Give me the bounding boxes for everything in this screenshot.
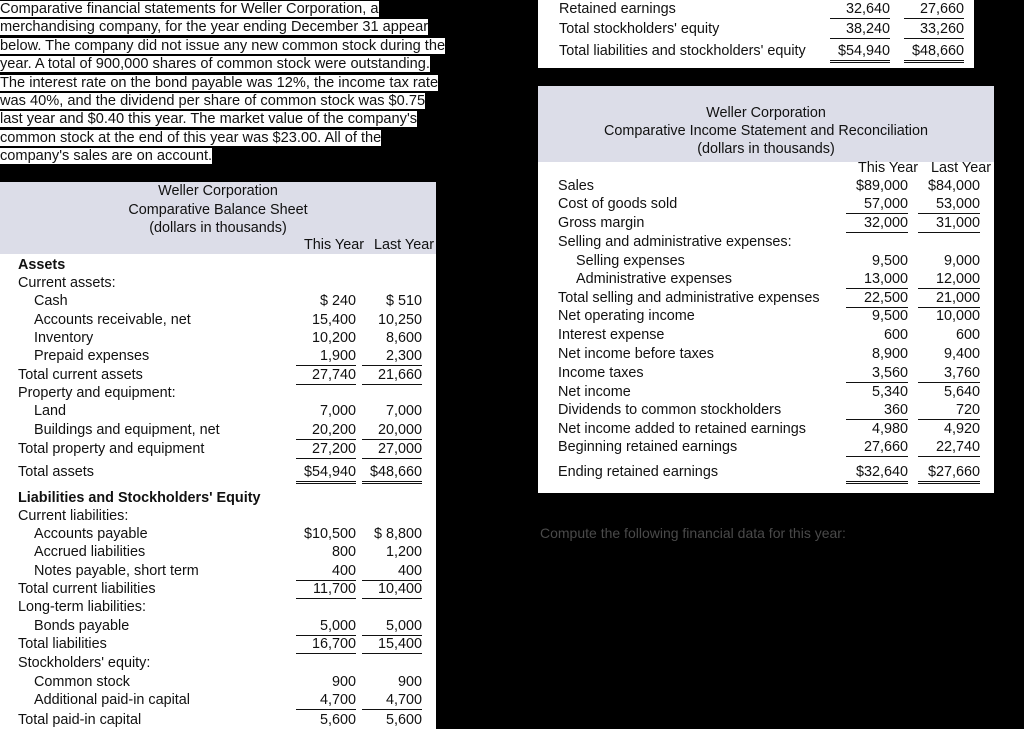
balance-row-label: Additional paid-in capital — [34, 692, 190, 708]
income-statement — [538, 86, 994, 493]
balance-row-last: 8,600 — [385, 330, 422, 346]
income-row-label: Net income before taxes — [558, 346, 714, 362]
income-row-this: 5,340 — [871, 384, 908, 400]
balance-row-this: $ 240 — [319, 293, 356, 309]
balance-row-this — [296, 384, 356, 402]
income-row-label: Net operating income — [558, 308, 695, 324]
intro-line: Comparative financial statements for Weller Corporation, a — [0, 1, 379, 17]
balance-col-this: This Year — [304, 237, 364, 253]
balance-top-this: 38,240 — [830, 20, 890, 39]
income-row-this: 22,500 — [846, 289, 908, 308]
income-row-this: 8,900 — [871, 346, 908, 362]
balance-row-this: 27,200 — [296, 440, 356, 459]
balance-row-this: 900 — [331, 674, 356, 690]
balance-row-this: $54,940 — [296, 463, 356, 484]
income-row-label: Selling expenses — [576, 253, 685, 269]
income-row-this: 3,560 — [846, 364, 908, 383]
balance-row-label: Accounts payable — [34, 526, 148, 542]
intro-line: merchandising company, for the year ending December 31 appear — [0, 19, 429, 36]
balance-row-this: 20,200 — [296, 421, 356, 440]
balance-row-this: 10,200 — [311, 330, 356, 346]
balance-row-last: 15,400 — [362, 635, 422, 654]
balance-row-this — [296, 256, 356, 274]
income-row-label: Beginning retained earnings — [558, 439, 738, 455]
balance-row-this: 800 — [331, 544, 356, 560]
balance-row-this — [296, 598, 356, 616]
income-row-label: Ending retained earnings — [558, 464, 719, 480]
income-row-last: 21,000 — [918, 289, 980, 308]
income-row-this: 32,000 — [846, 214, 908, 233]
balance-row-label: Total assets — [18, 464, 94, 480]
balance-row-last: $48,660 — [362, 463, 422, 484]
balance-row-label: Total liabilities — [18, 636, 107, 652]
balance-row-this — [296, 489, 356, 507]
balance-row-this: 5,000 — [296, 617, 356, 636]
balance-row-label: Accounts receivable, net — [34, 312, 191, 328]
balance-row-label: Notes payable, short term — [34, 563, 199, 579]
balance-row-last: 2,300 — [362, 347, 422, 366]
balance-row-last: 20,000 — [362, 421, 422, 440]
balance-top-this: $54,940 — [830, 42, 890, 63]
balance-row-label: Liabilities and Stockholders' Equity — [18, 490, 261, 506]
income-row-last: $84,000 — [927, 178, 980, 194]
balance-row-label: Total current assets — [18, 367, 143, 383]
income-col-last: Last Year — [930, 160, 991, 176]
balance-row-label: Current liabilities: — [18, 508, 129, 524]
intro-line: below. The company did not issue any new common stock during the — [0, 37, 446, 54]
balance-row-last — [362, 489, 422, 507]
income-row-last: 5,640 — [943, 384, 980, 400]
intro-line: common stock at the end of this year was $23.00. All of the — [0, 129, 382, 146]
balance-row-label: Total current liabilities — [18, 581, 156, 597]
income-row-last: 10,000 — [935, 308, 980, 324]
income-row-label: Gross margin — [558, 215, 645, 231]
balance-row-last — [362, 274, 422, 292]
balance-row-this — [296, 654, 356, 672]
income-row-this: $89,000 — [855, 178, 908, 194]
balance-row-this: 27,740 — [296, 366, 356, 385]
income-row-this: 9,500 — [871, 253, 908, 269]
income-row-label: Net income added to retained earnings — [558, 421, 806, 437]
income-row-this: 360 — [846, 401, 908, 420]
income-row-this: 13,000 — [846, 270, 908, 289]
income-row-last: 9,400 — [943, 346, 980, 362]
intro-line: The interest rate on the bond payable was 12%, the income tax rate — [0, 74, 439, 91]
income-row-this — [846, 233, 908, 251]
income-row-last: $27,660 — [918, 463, 980, 484]
income-row-label: Cost of goods sold — [558, 196, 678, 212]
balance-row-last — [362, 654, 422, 672]
balance-row-last: 27,000 — [362, 440, 422, 459]
balance-row-last: $ 8,800 — [373, 526, 422, 542]
balance-row-last: 7,000 — [385, 403, 422, 419]
balance-top-label: Total liabilities and stockholders' equity — [559, 43, 806, 59]
balance-row-last — [362, 598, 422, 616]
balance-row-label: Bonds payable — [34, 618, 130, 634]
balance-row-this: 400 — [296, 562, 356, 581]
balance-top-label: Total stockholders' equity — [559, 21, 720, 37]
balance-row-label: Property and equipment: — [18, 385, 176, 401]
balance-row-label: Land — [34, 403, 67, 419]
balance-row-last — [362, 507, 422, 525]
income-row-last: 720 — [918, 401, 980, 420]
balance-row-label: Total paid-in capital — [18, 712, 142, 728]
balance-row-label: Common stock — [34, 674, 130, 690]
income-row-label: Net income — [558, 384, 631, 400]
balance-row-label: Accrued liabilities — [34, 544, 146, 560]
income-row-label: Interest expense — [558, 327, 665, 343]
balance-row-this — [296, 507, 356, 525]
balance-top-this: 32,640 — [830, 0, 890, 19]
income-row-last: 600 — [955, 327, 980, 343]
balance-row-this: 4,700 — [296, 691, 356, 710]
balance-row-last — [362, 256, 422, 274]
balance-row-label: Total property and equipment — [18, 441, 205, 457]
balance-row-this: 16,700 — [296, 635, 356, 654]
balance-row-this — [296, 274, 356, 292]
balance-sheet-title: Weller Corporation — [158, 183, 278, 199]
income-row-last: 31,000 — [918, 214, 980, 233]
intro-line: company's sales are on account. — [0, 148, 213, 165]
balance-row-label: Cash — [34, 293, 68, 309]
balance-row-this: 7,000 — [319, 403, 356, 419]
balance-row-last: $ 510 — [385, 293, 422, 309]
balance-row-last: 10,250 — [377, 312, 422, 328]
balance-row-last — [362, 384, 422, 402]
income-row-label: Total selling and administrative expenses — [558, 290, 820, 306]
balance-row-last: 1,200 — [385, 544, 422, 560]
income-row-this: 600 — [883, 327, 908, 343]
income-statement-subtitle: Comparative Income Statement and Reconciliation — [604, 123, 928, 139]
balance-row-label: Long-term liabilities: — [18, 599, 146, 615]
income-row-label: Sales — [558, 178, 594, 194]
income-row-last: 53,000 — [918, 195, 980, 214]
intro-line: was 40%, and the dividend per share of common stock was $0.75 — [0, 93, 426, 110]
balance-row-label: Prepaid expenses — [34, 348, 150, 364]
balance-row-label: Stockholders' equity: — [18, 655, 151, 671]
income-row-this: $32,640 — [846, 463, 908, 484]
income-row-this: 9,500 — [871, 308, 908, 324]
question-prompt: Compute the following financial data for this year: — [540, 525, 846, 541]
income-row-this: 4,980 — [871, 421, 908, 437]
balance-row-this: 1,900 — [296, 347, 356, 366]
balance-row-label: Buildings and equipment, net — [34, 422, 220, 438]
income-row-label: Dividends to common stockholders — [558, 402, 782, 418]
balance-row-label: Inventory — [34, 330, 94, 346]
income-row-last — [918, 233, 980, 251]
income-statement-title: Weller Corporation — [706, 105, 826, 121]
balance-row-last: 400 — [362, 562, 422, 581]
balance-row-last: 5,000 — [362, 617, 422, 636]
balance-row-last: 4,700 — [362, 691, 422, 710]
balance-row-this: 15,400 — [311, 312, 356, 328]
balance-top-label: Retained earnings — [559, 1, 676, 17]
income-row-last: 12,000 — [918, 270, 980, 289]
balance-row-last: 10,400 — [362, 580, 422, 599]
balance-row-this: $10,500 — [303, 526, 356, 542]
income-row-this: 27,660 — [846, 438, 908, 457]
intro-line: last year and $0.40 this year. The market value of the company's — [0, 111, 418, 128]
income-statement-units: (dollars in thousands) — [697, 141, 835, 157]
income-col-this: This Year — [858, 160, 918, 176]
income-row-label: Income taxes — [558, 365, 644, 381]
balance-row-last: 5,600 — [385, 712, 422, 728]
income-row-last: 9,000 — [943, 253, 980, 269]
income-row-label: Selling and administrative expenses: — [558, 234, 792, 250]
balance-row-last: 900 — [397, 674, 422, 690]
balance-row-last: 21,660 — [362, 366, 422, 385]
income-row-this: 57,000 — [846, 195, 908, 214]
income-row-last: 22,740 — [918, 438, 980, 457]
balance-sheet-units: (dollars in thousands) — [149, 220, 287, 236]
balance-row-label: Assets — [18, 257, 66, 273]
balance-col-last: Last Year — [373, 237, 434, 253]
intro-paragraph — [0, 0, 484, 166]
income-row-last: 3,760 — [918, 364, 980, 383]
balance-sheet-subtitle: Comparative Balance Sheet — [128, 202, 308, 218]
balance-top-last: $48,660 — [904, 42, 964, 63]
balance-row-this: 11,700 — [296, 580, 356, 599]
balance-row-label: Current assets: — [18, 275, 116, 291]
balance-sheet — [0, 182, 436, 729]
income-row-label: Administrative expenses — [576, 271, 732, 287]
balance-row-this: 5,600 — [319, 712, 356, 728]
balance-top-last: 33,260 — [904, 20, 964, 39]
balance-top-last: 27,660 — [904, 0, 964, 19]
balance-sheet-continuation — [538, 0, 974, 68]
income-row-last: 4,920 — [943, 421, 980, 437]
intro-line: year. A total of 900,000 shares of common stock were outstanding. — [0, 56, 430, 73]
